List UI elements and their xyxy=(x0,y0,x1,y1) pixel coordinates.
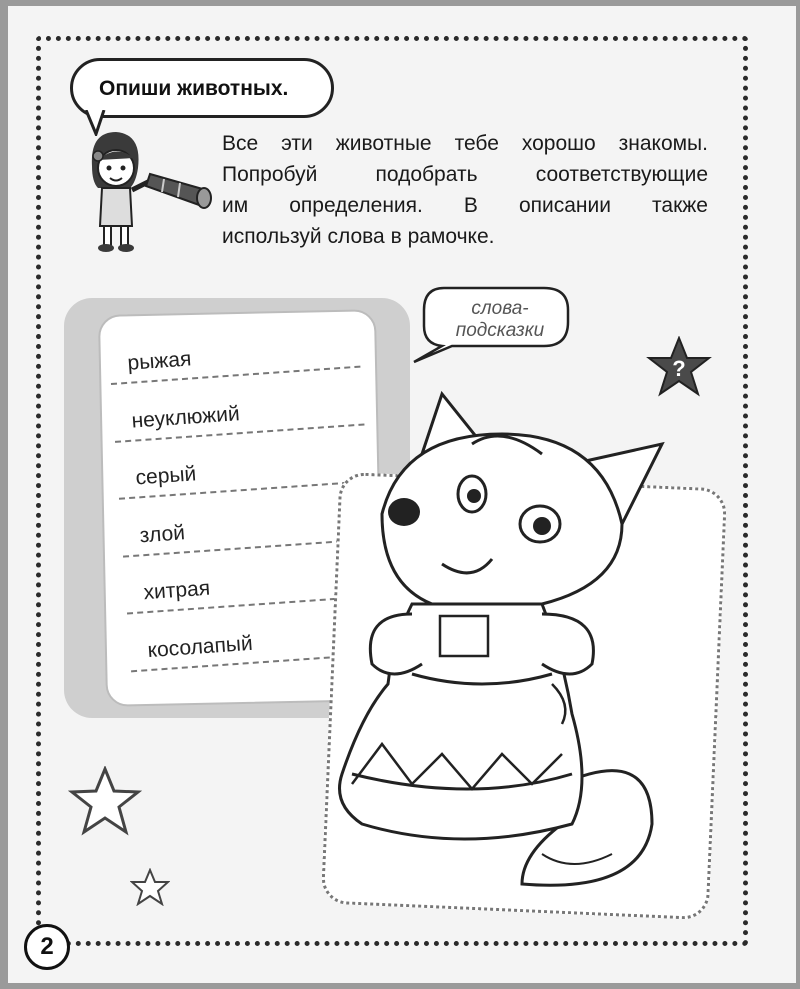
hint-bubble-line: подсказки xyxy=(455,320,545,341)
girl-with-telescope-illustration xyxy=(76,126,216,256)
hint-bubble-line: слова- xyxy=(471,298,529,319)
page-title: Опиши животных. xyxy=(99,77,289,100)
instructions-line: Все эти животные тебе хорошо знакомы. xyxy=(222,132,708,155)
instructions-line: Попробуй подобрать соответствующие xyxy=(222,163,708,186)
hint-word-text: хитрая xyxy=(142,576,211,605)
small-star-outline-icon xyxy=(130,868,170,906)
hint-bubble-text xyxy=(440,298,560,342)
hint-word-text: серый xyxy=(134,462,197,490)
question-mark-label: ? xyxy=(672,356,686,381)
title-bubble xyxy=(70,58,334,118)
hint-word-text: рыжая xyxy=(126,347,193,375)
instructions-line: используй слова в рамочке. xyxy=(222,225,495,248)
instructions-text xyxy=(222,128,708,252)
hint-word-text: неуклюжий xyxy=(130,401,241,433)
instructions-line: им определения. В описании также xyxy=(222,194,708,217)
fox-in-sarafan-illustration xyxy=(322,384,712,904)
star-outline-icon xyxy=(68,766,142,836)
hint-word-text: злой xyxy=(138,520,186,547)
hint-word-text: косолапый xyxy=(146,631,254,662)
page-number-badge: 2 xyxy=(24,924,70,970)
